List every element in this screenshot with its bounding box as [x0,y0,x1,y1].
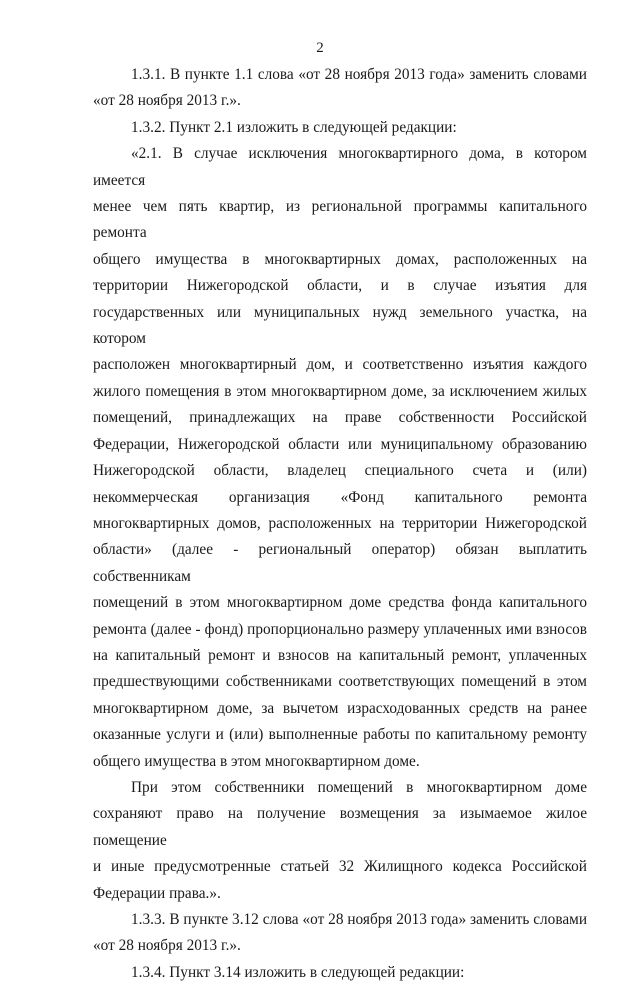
text-line: Федерации права.». [93,884,221,902]
text-line: общего имущества в этом многоквартирном доме. [93,752,420,770]
paragraph-p132 [93,115,587,141]
text-line: «от 28 ноября 2013 г.». [93,92,241,110]
text-line: расположен многоквартирный дом, и соответственно изъятия каждого [93,356,587,374]
text-line: Федерации, Нижегородской области или муниципальному образованию [93,435,587,453]
text-line: менее чем пять квартир, из региональной программы капитального ремонта [93,198,587,242]
text-line: многоквартирных домов, расположенных на территории Нижегородской [93,514,587,532]
text-line: многоквартирном доме, за вычетом израсходованных средств на ранее [93,699,587,717]
text-line: и иные предусмотренные статьей 32 Жилищного кодекса Российской [93,858,587,876]
text-line: некоммерческая организация «Фонд капитального ремонта [93,488,587,506]
text-line: 1.3.4. Пункт 3.14 изложить в следующей редакции: [131,963,465,981]
text-line: государственных или муниципальных нужд земельного участка, на котором [93,303,587,348]
text-line: территории Нижегородской области, и в случае изъятия для [93,277,587,295]
text-line: 1.3.1. В пункте 1.1 слова «от 28 ноября 2013 года» заменить словами [131,66,587,83]
text-line: При этом собственники помещений в многоквартирном доме [131,778,587,796]
text-line: области» (далее - региональный оператор) обязан выплатить собственникам [93,541,587,585]
text-line: 1.3.2. Пункт 2.1 изложить в следующей редакции: [131,118,457,136]
text-line: оказанные услуги и (или) выполненные работы по капитальному ремонту [93,726,587,744]
text-line: помещений, принадлежащих на праве собственности Российской [93,409,587,427]
page-number: 2 [316,40,324,56]
document-body [93,62,587,986]
text-line: «2.1. В случае исключения многоквартирного дома, в котором имеется [93,145,587,189]
text-line: «от 28 ноября 2013 г.». [93,937,241,955]
paragraph-p21 [93,141,587,775]
text-line: Нижегородской области, владелец специального счета и (или) [93,462,587,480]
text-line: общего имущества в многоквартирных домах, расположенных на [93,250,587,268]
text-line: предшествующими собственниками соответствующих помещений в этом [93,673,587,691]
paragraph-p-owners [93,775,587,907]
paragraph-p133 [93,907,587,960]
text-line: жилого помещения в этом многоквартирном доме, за исключением жилых [93,382,587,400]
text-line: 1.3.3. В пункте 3.12 слова «от 28 ноября 2013 года» заменить словами [131,911,587,928]
paragraph-p131 [93,62,587,115]
paragraph-p134 [93,960,587,986]
text-line: на капитальный ремонт и взносов на капитальный ремонт, уплаченных [93,646,587,664]
text-line: ремонта (далее - фонд) пропорционально размеру уплаченных ими взносов [93,620,587,638]
text-line: помещений в этом многоквартирном доме средства фонда капитального [93,594,587,612]
text-line: сохраняют право на получение возмещения за изымаемое жилое помещение [93,805,587,849]
